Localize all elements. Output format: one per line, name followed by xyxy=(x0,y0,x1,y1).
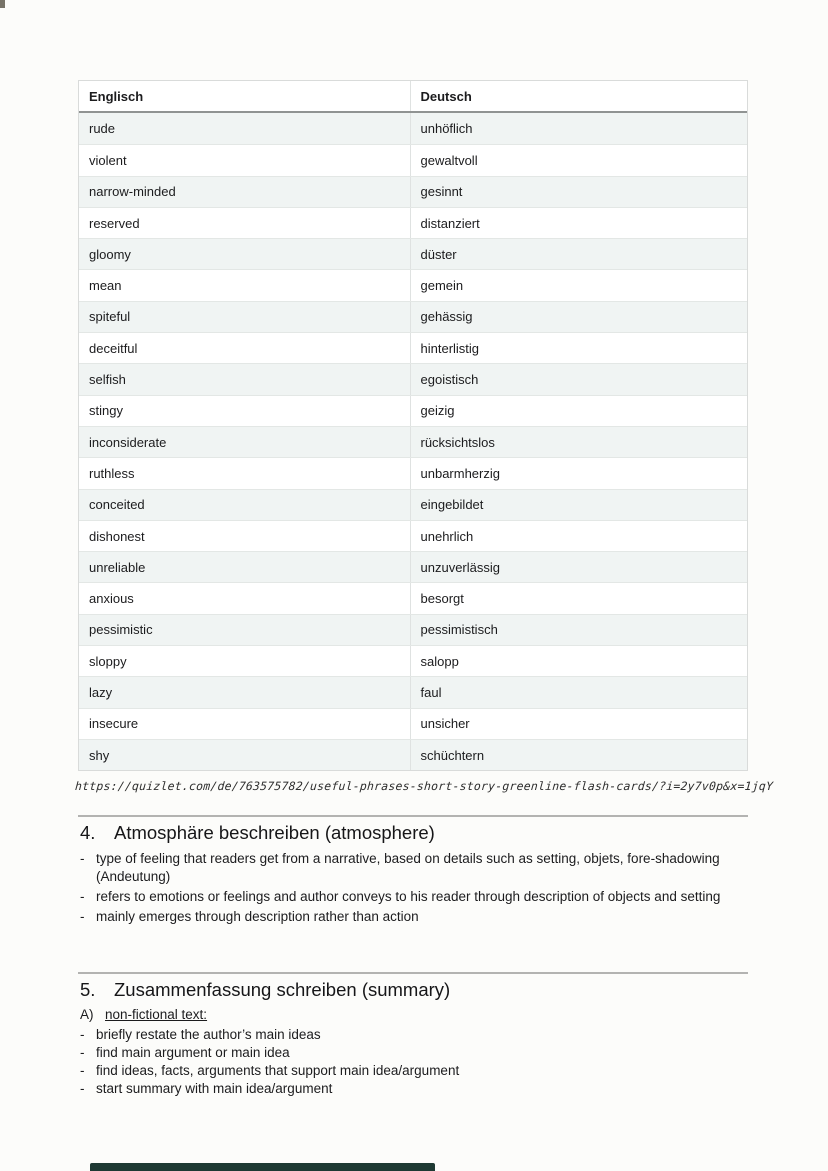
cell-german: hinterlistig xyxy=(420,340,480,356)
cell-german: gewaltvoll xyxy=(420,152,478,168)
table-row xyxy=(79,645,747,676)
subsection-title: non-fictional text: xyxy=(105,1007,208,1022)
cell-german: distanziert xyxy=(420,215,480,231)
section5-subsection xyxy=(80,1007,207,1022)
cell-english: gloomy xyxy=(79,239,411,269)
table-row xyxy=(79,457,747,488)
table-row xyxy=(79,113,747,144)
section5-bullet-list xyxy=(80,1026,736,1098)
section-divider xyxy=(78,815,748,817)
cell-english: lazy xyxy=(79,677,411,707)
table-header-englisch: Englisch xyxy=(79,81,411,111)
table-row xyxy=(79,489,747,520)
table-header-deutsch: Deutsch xyxy=(420,88,472,104)
cell-german: besorgt xyxy=(420,591,464,607)
bullet-dash: - xyxy=(80,1027,85,1042)
cell-english: shy xyxy=(79,740,411,770)
cell-german: gehässig xyxy=(420,309,473,325)
cell-english: insecure xyxy=(79,709,411,739)
cell-german: salopp xyxy=(420,653,459,669)
cell-german: unbarmherzig xyxy=(420,465,500,481)
cell-english: violent xyxy=(79,145,411,175)
subsection-label: A) xyxy=(80,1007,94,1022)
table-row xyxy=(79,582,747,613)
cell-english: deceitful xyxy=(79,333,411,363)
cell-english: narrow-minded xyxy=(79,177,411,207)
table-row xyxy=(79,426,747,457)
cell-english: conceited xyxy=(79,490,411,520)
table-row xyxy=(79,520,747,551)
table-row xyxy=(79,739,747,770)
table-row xyxy=(79,176,747,207)
table-row xyxy=(79,301,747,332)
cell-english: sloppy xyxy=(79,646,411,676)
section4-title: Atmosphäre beschreiben (atmosphere) xyxy=(114,822,435,843)
cell-german: faul xyxy=(420,684,442,700)
vocabulary-table xyxy=(78,80,748,771)
bullet-item xyxy=(80,1080,736,1098)
cell-english: anxious xyxy=(79,583,411,613)
bullet-dash: - xyxy=(80,908,85,924)
bullet-text: refers to emotions or feelings and author conveys to his reader through description of objects and setting xyxy=(96,888,721,904)
bullet-dash: - xyxy=(80,1045,85,1060)
section5-heading xyxy=(80,979,760,1001)
bullet-item xyxy=(80,1044,736,1062)
cell-german: pessimistisch xyxy=(420,622,498,638)
table-row xyxy=(79,332,747,363)
section4-heading xyxy=(80,822,760,844)
cell-german: unzuverlässig xyxy=(420,559,500,575)
bullet-item xyxy=(80,1062,736,1080)
bullet-dash: - xyxy=(80,1063,85,1078)
cell-german: düster xyxy=(420,246,457,262)
cell-english: spiteful xyxy=(79,302,411,332)
section5-number: 5. xyxy=(80,979,96,1000)
bullet-item xyxy=(80,908,736,926)
cell-german: eingebildet xyxy=(420,497,484,513)
bullet-text: briefly restate the author’s main ideas xyxy=(96,1027,321,1042)
table-header-row xyxy=(79,81,747,113)
cell-english: pessimistic xyxy=(79,615,411,645)
section4-bullet-list xyxy=(80,850,736,928)
bullet-text: find main argument or main idea xyxy=(96,1045,290,1060)
table-row xyxy=(79,708,747,739)
table-row xyxy=(79,551,747,582)
source-url-text: https://quizlet.com/de/763575782/useful-phrases-short-story-greenline-flash-cards/?i=2y7v0p&x=1jqY xyxy=(74,779,774,793)
table-row xyxy=(79,395,747,426)
cell-english: rude xyxy=(79,113,411,144)
table-body xyxy=(79,113,747,770)
cell-german: unhöflich xyxy=(420,121,473,137)
cell-german: egoistisch xyxy=(420,372,479,388)
scan-artifact-bottom-bar xyxy=(90,1163,435,1171)
cell-german: gesinnt xyxy=(420,184,463,200)
cell-english: ruthless xyxy=(79,458,411,488)
cell-english: stingy xyxy=(79,396,411,426)
bullet-text: mainly emerges through description rather than action xyxy=(96,908,419,924)
cell-german: unsicher xyxy=(420,716,470,732)
cell-english: reserved xyxy=(79,208,411,238)
section5-title: Zusammenfassung schreiben (summary) xyxy=(114,979,451,1000)
section-divider xyxy=(78,972,748,974)
cell-german: rücksichtslos xyxy=(420,434,495,450)
bullet-text: find ideas, facts, arguments that support main idea/argument xyxy=(96,1063,460,1078)
bullet-item xyxy=(80,888,736,906)
cell-english: selfish xyxy=(79,364,411,394)
bullet-text: type of feeling that readers get from a narrative, based on details such as setting, objets, fore-shadowing (Andeutung) xyxy=(96,851,720,884)
cell-german: unehrlich xyxy=(420,528,474,544)
cell-english: dishonest xyxy=(79,521,411,551)
bullet-dash: - xyxy=(80,1081,85,1096)
scan-artifact-top-left xyxy=(0,0,5,8)
table-row xyxy=(79,614,747,645)
cell-english: mean xyxy=(79,270,411,300)
table-row xyxy=(79,207,747,238)
table-row xyxy=(79,144,747,175)
bullet-dash: - xyxy=(80,888,85,904)
table-row xyxy=(79,269,747,300)
bullet-item xyxy=(80,1026,736,1044)
cell-german: schüchtern xyxy=(420,747,485,763)
section4-number: 4. xyxy=(80,822,96,843)
cell-english: inconsiderate xyxy=(79,427,411,457)
cell-german: gemein xyxy=(420,278,464,294)
bullet-item xyxy=(80,850,736,885)
table-row xyxy=(79,676,747,707)
cell-german: geizig xyxy=(420,403,455,419)
cell-english: unreliable xyxy=(79,552,411,582)
bullet-text: start summary with main idea/argument xyxy=(96,1081,333,1096)
table-row xyxy=(79,238,747,269)
table-row xyxy=(79,363,747,394)
bullet-dash: - xyxy=(80,851,85,866)
